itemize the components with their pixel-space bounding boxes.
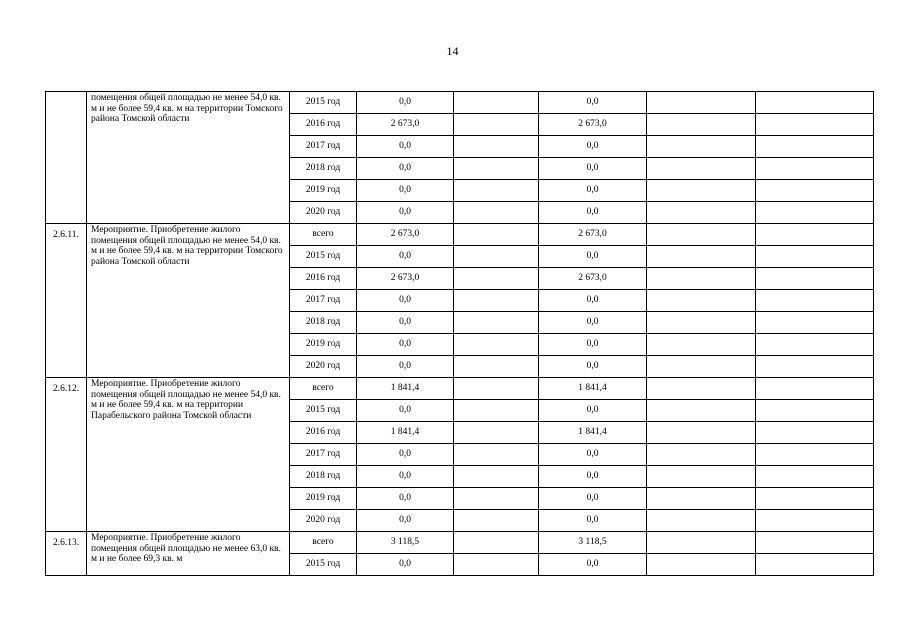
empty-cell bbox=[647, 136, 756, 158]
period-cell: 2018 год bbox=[290, 158, 357, 180]
total-cell: 0,0 bbox=[357, 136, 454, 158]
item-number: 2.6.11. bbox=[46, 224, 87, 378]
period-cell: 2016 год bbox=[290, 422, 357, 444]
table-row bbox=[46, 532, 874, 554]
empty-cell bbox=[756, 114, 874, 136]
total-cell: 2 673,0 bbox=[357, 224, 454, 246]
empty-cell bbox=[647, 268, 756, 290]
amount-cell: 3 118,5 bbox=[539, 532, 647, 554]
period-cell: 2019 год bbox=[290, 180, 357, 202]
empty-cell bbox=[647, 158, 756, 180]
total-cell: 0,0 bbox=[357, 400, 454, 422]
period-cell: 2018 год bbox=[290, 312, 357, 334]
empty-cell bbox=[756, 312, 874, 334]
empty-cell bbox=[756, 422, 874, 444]
amount-cell: 0,0 bbox=[539, 290, 647, 312]
period-cell: всего bbox=[290, 532, 357, 554]
empty-cell bbox=[647, 246, 756, 268]
total-cell: 2 673,0 bbox=[357, 268, 454, 290]
empty-cell bbox=[756, 510, 874, 532]
total-cell: 0,0 bbox=[357, 290, 454, 312]
empty-cell bbox=[756, 466, 874, 488]
empty-cell bbox=[454, 488, 539, 510]
period-cell: всего bbox=[290, 224, 357, 246]
period-cell: 2016 год bbox=[290, 114, 357, 136]
table-row bbox=[46, 92, 874, 114]
period-cell: 2019 год bbox=[290, 488, 357, 510]
page-number: 14 bbox=[446, 44, 459, 58]
empty-cell bbox=[454, 334, 539, 356]
empty-cell bbox=[647, 532, 756, 554]
amount-cell: 0,0 bbox=[539, 180, 647, 202]
amount-cell: 0,0 bbox=[539, 334, 647, 356]
empty-cell bbox=[647, 488, 756, 510]
table-row bbox=[46, 378, 874, 400]
empty-cell bbox=[756, 268, 874, 290]
total-cell: 0,0 bbox=[357, 202, 454, 224]
period-cell: 2015 год bbox=[290, 92, 357, 114]
amount-cell: 0,0 bbox=[539, 136, 647, 158]
empty-cell bbox=[454, 180, 539, 202]
empty-cell bbox=[647, 422, 756, 444]
empty-cell bbox=[454, 510, 539, 532]
empty-cell bbox=[756, 180, 874, 202]
total-cell: 0,0 bbox=[357, 246, 454, 268]
empty-cell bbox=[647, 444, 756, 466]
amount-cell: 1 841,4 bbox=[539, 378, 647, 400]
empty-cell bbox=[647, 290, 756, 312]
empty-cell bbox=[454, 400, 539, 422]
empty-cell bbox=[647, 378, 756, 400]
amount-cell: 2 673,0 bbox=[539, 224, 647, 246]
empty-cell bbox=[454, 92, 539, 114]
empty-cell bbox=[647, 466, 756, 488]
empty-cell bbox=[756, 378, 874, 400]
period-cell: 2019 год bbox=[290, 334, 357, 356]
empty-cell bbox=[756, 334, 874, 356]
item-description: помещения общей площадью не менее 54,0 кв. м и не более 59,4 кв. м на территории Томского района Томской области bbox=[87, 92, 290, 224]
amount-cell: 0,0 bbox=[539, 158, 647, 180]
amount-cell: 0,0 bbox=[539, 444, 647, 466]
total-cell: 2 673,0 bbox=[357, 114, 454, 136]
amount-cell: 2 673,0 bbox=[539, 268, 647, 290]
item-description: Мероприятие. Приобретение жилого помещения общей площадью не менее 54,0 кв. м и не более 59,4 кв. м на территории Томского района Томской области bbox=[87, 224, 290, 378]
total-cell: 0,0 bbox=[357, 180, 454, 202]
period-cell: 2020 год bbox=[290, 356, 357, 378]
empty-cell bbox=[454, 268, 539, 290]
empty-cell bbox=[454, 158, 539, 180]
empty-cell bbox=[756, 488, 874, 510]
amount-cell: 0,0 bbox=[539, 554, 647, 576]
period-cell: 2017 год bbox=[290, 290, 357, 312]
period-cell: всего bbox=[290, 378, 357, 400]
empty-cell bbox=[454, 202, 539, 224]
amount-cell: 0,0 bbox=[539, 202, 647, 224]
empty-cell bbox=[454, 554, 539, 576]
empty-cell bbox=[454, 246, 539, 268]
empty-cell bbox=[756, 136, 874, 158]
empty-cell bbox=[454, 312, 539, 334]
empty-cell bbox=[756, 158, 874, 180]
item-number bbox=[46, 92, 87, 224]
empty-cell bbox=[647, 510, 756, 532]
empty-cell bbox=[647, 92, 756, 114]
total-cell: 0,0 bbox=[357, 158, 454, 180]
empty-cell bbox=[647, 224, 756, 246]
amount-cell: 0,0 bbox=[539, 400, 647, 422]
total-cell: 1 841,4 bbox=[357, 422, 454, 444]
total-cell: 0,0 bbox=[357, 510, 454, 532]
period-cell: 2017 год bbox=[290, 136, 357, 158]
item-number: 2.6.13. bbox=[46, 532, 87, 576]
empty-cell bbox=[647, 180, 756, 202]
total-cell: 0,0 bbox=[357, 312, 454, 334]
amount-cell: 0,0 bbox=[539, 92, 647, 114]
total-cell: 0,0 bbox=[357, 466, 454, 488]
empty-cell bbox=[647, 312, 756, 334]
total-cell: 0,0 bbox=[357, 444, 454, 466]
financing-table bbox=[45, 91, 874, 576]
empty-cell bbox=[756, 290, 874, 312]
empty-cell bbox=[756, 202, 874, 224]
empty-cell bbox=[454, 466, 539, 488]
empty-cell bbox=[756, 532, 874, 554]
total-cell: 0,0 bbox=[357, 92, 454, 114]
period-cell: 2018 год bbox=[290, 466, 357, 488]
empty-cell bbox=[454, 532, 539, 554]
amount-cell: 0,0 bbox=[539, 466, 647, 488]
total-cell: 1 841,4 bbox=[357, 378, 454, 400]
empty-cell bbox=[454, 224, 539, 246]
total-cell: 0,0 bbox=[357, 488, 454, 510]
empty-cell bbox=[647, 554, 756, 576]
empty-cell bbox=[756, 92, 874, 114]
empty-cell bbox=[756, 444, 874, 466]
amount-cell: 0,0 bbox=[539, 312, 647, 334]
period-cell: 2017 год bbox=[290, 444, 357, 466]
amount-cell: 0,0 bbox=[539, 488, 647, 510]
empty-cell bbox=[647, 334, 756, 356]
item-description: Мероприятие. Приобретение жилого помещения общей площадью не менее 63,0 кв. м и не более 69,3 кв. м bbox=[87, 532, 290, 576]
empty-cell bbox=[756, 400, 874, 422]
amount-cell: 0,0 bbox=[539, 356, 647, 378]
amount-cell: 2 673,0 bbox=[539, 114, 647, 136]
amount-cell: 0,0 bbox=[539, 246, 647, 268]
empty-cell bbox=[647, 400, 756, 422]
empty-cell bbox=[454, 136, 539, 158]
empty-cell bbox=[647, 356, 756, 378]
period-cell: 2020 год bbox=[290, 510, 357, 532]
empty-cell bbox=[756, 554, 874, 576]
total-cell: 0,0 bbox=[357, 554, 454, 576]
total-cell: 0,0 bbox=[357, 356, 454, 378]
total-cell: 3 118,5 bbox=[357, 532, 454, 554]
empty-cell bbox=[454, 378, 539, 400]
empty-cell bbox=[647, 202, 756, 224]
period-cell: 2015 год bbox=[290, 400, 357, 422]
empty-cell bbox=[454, 356, 539, 378]
empty-cell bbox=[454, 444, 539, 466]
amount-cell: 1 841,4 bbox=[539, 422, 647, 444]
item-description: Мероприятие. Приобретение жилого помещения общей площадью не менее 54,0 кв. м и не более 59,4 кв. м на территории Парабельского района Томской области bbox=[87, 378, 290, 532]
table-row bbox=[46, 224, 874, 246]
empty-cell bbox=[454, 290, 539, 312]
period-cell: 2015 год bbox=[290, 246, 357, 268]
item-number: 2.6.12. bbox=[46, 378, 87, 532]
period-cell: 2015 год bbox=[290, 554, 357, 576]
empty-cell bbox=[454, 114, 539, 136]
empty-cell bbox=[756, 246, 874, 268]
empty-cell bbox=[756, 224, 874, 246]
amount-cell: 0,0 bbox=[539, 510, 647, 532]
empty-cell bbox=[756, 356, 874, 378]
empty-cell bbox=[647, 114, 756, 136]
period-cell: 2020 год bbox=[290, 202, 357, 224]
total-cell: 0,0 bbox=[357, 334, 454, 356]
period-cell: 2016 год bbox=[290, 268, 357, 290]
empty-cell bbox=[454, 422, 539, 444]
